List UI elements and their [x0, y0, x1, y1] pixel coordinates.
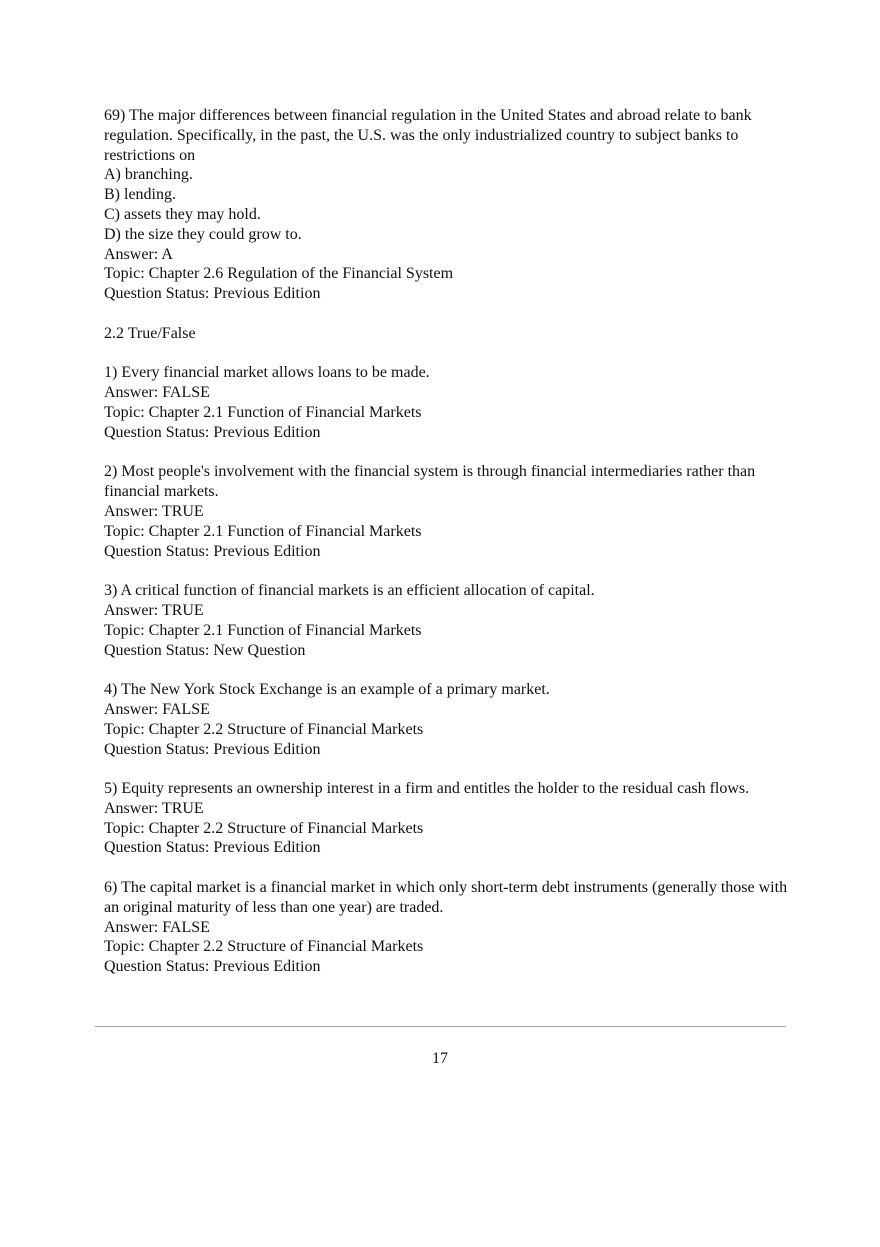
- question-69: [104, 106, 794, 304]
- status-line: Question Status: Previous Edition: [104, 542, 321, 560]
- answer-line: Answer: A: [104, 245, 173, 263]
- page-number: 17: [432, 1050, 448, 1067]
- topic-line: Topic: Chapter 2.2 Structure of Financial Markets: [104, 720, 424, 738]
- answer-line: Answer: FALSE: [104, 700, 210, 718]
- answer-line: Answer: TRUE: [104, 601, 204, 619]
- answer-line: Answer: TRUE: [104, 502, 204, 520]
- status-line: Question Status: Previous Edition: [104, 839, 321, 857]
- tf-question-3: [104, 581, 794, 660]
- option-a: A) branching.: [104, 166, 193, 184]
- question-stem: 4) The New York Stock Exchange is an example of a primary market.: [104, 681, 550, 699]
- question-stem: 3) A critical function of financial markets is an efficient allocation of capital.: [104, 582, 595, 600]
- topic-line: Topic: Chapter 2.1 Function of Financial Markets: [104, 403, 422, 421]
- topic-line: Topic: Chapter 2.1 Function of Financial Markets: [104, 621, 422, 639]
- option-c: C) assets they may hold.: [104, 205, 261, 223]
- question-stem: 1) Every financial market allows loans to be made.: [104, 364, 430, 382]
- question-stem: 69) The major differences between financial regulation in the United States and abroad relate to bank regulation. Specifically, in the past, the U.S. was the only industrialized country to subject banks to restrictions on: [104, 107, 752, 164]
- option-d: D) the size they could grow to.: [104, 225, 302, 243]
- option-b: B) lending.: [104, 186, 176, 204]
- question-stem: 6) The capital market is a financial market in which only short-term debt instruments (generally those with an original maturity of less than one year) are traded.: [104, 879, 788, 916]
- topic-line: Topic: Chapter 2.2 Structure of Financial Markets: [104, 938, 424, 956]
- section-heading: 2.2 True/False: [104, 324, 196, 342]
- status-line: Question Status: Previous Edition: [104, 285, 321, 303]
- answer-line: Answer: FALSE: [104, 918, 210, 936]
- answer-line: Answer: FALSE: [104, 384, 210, 402]
- page-content: [104, 106, 794, 997]
- tf-question-2: [104, 462, 794, 561]
- footer-divider: [95, 1026, 786, 1027]
- status-line: Question Status: New Question: [104, 641, 306, 659]
- status-line: Question Status: Previous Edition: [104, 423, 321, 441]
- status-line: Question Status: Previous Edition: [104, 958, 321, 976]
- answer-line: Answer: TRUE: [104, 799, 204, 817]
- tf-question-6: [104, 878, 794, 977]
- topic-line: Topic: Chapter 2.6 Regulation of the Financial System: [104, 265, 454, 283]
- tf-question-4: [104, 680, 794, 759]
- status-line: Question Status: Previous Edition: [104, 740, 321, 758]
- question-stem: 2) Most people's involvement with the financial system is through financial intermediaries rather than financial markets.: [104, 463, 756, 501]
- tf-question-5: [104, 779, 794, 858]
- topic-line: Topic: Chapter 2.2 Structure of Financial Markets: [104, 819, 424, 837]
- tf-question-1: [104, 363, 794, 442]
- topic-line: Topic: Chapter 2.1 Function of Financial Markets: [104, 522, 422, 540]
- question-stem: 5) Equity represents an ownership interest in a firm and entitles the holder to the residual cash flows.: [104, 780, 750, 798]
